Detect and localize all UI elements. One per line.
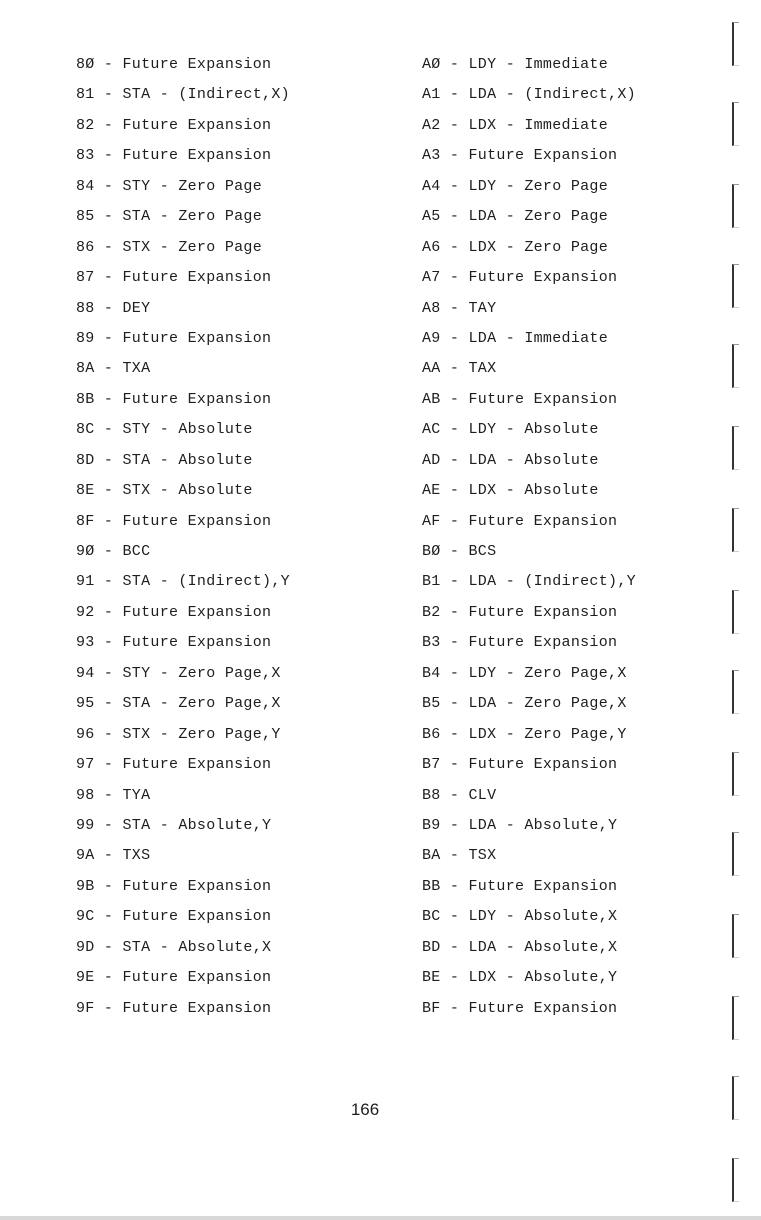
opcode-entry: 8E - STX - Absolute: [76, 482, 253, 500]
binding-mark: [732, 996, 739, 1040]
opcode-entry: 9Ø - BCC: [76, 543, 151, 560]
opcode-entry: BD - LDA - Absolute,X: [422, 938, 618, 956]
opcode-list-left: [76, 50, 290, 1024]
opcode-entry: A7 - Future Expansion: [422, 269, 618, 287]
opcode-entry: AØ - LDY - Immediate: [422, 56, 609, 73]
opcode-entry: A3 - Future Expansion: [422, 147, 618, 165]
opcode-entry: B6 - LDX - Zero Page,Y: [422, 725, 627, 743]
opcode-entry: 8F - Future Expansion: [76, 512, 272, 530]
opcode-entry: BC - LDY - Absolute,X: [422, 908, 618, 926]
opcode-entry: 8Ø - Future Expansion: [76, 56, 272, 73]
opcode-entry: 8A - TXA: [76, 360, 151, 378]
binding-mark: [732, 914, 739, 958]
opcode-entry: A4 - LDY - Zero Page: [422, 177, 609, 195]
binding-mark: [732, 832, 739, 876]
opcode-entry: 93 - Future Expansion: [76, 634, 272, 652]
opcode-entry: 88 - DEY: [76, 299, 151, 317]
opcode-entry: B9 - LDA - Absolute,Y: [422, 816, 618, 834]
opcode-entry: B4 - LDY - Zero Page,X: [422, 664, 627, 682]
opcode-entry: 8B - Future Expansion: [76, 390, 272, 408]
opcode-entry: AD - LDA - Absolute: [422, 451, 599, 469]
opcode-list-right: [422, 50, 636, 1024]
opcode-entry: 86 - STX - Zero Page: [76, 238, 263, 256]
opcode-entry: 9F - Future Expansion: [76, 999, 272, 1017]
page-bottom-edge: [0, 1216, 761, 1220]
opcode-entry: A5 - LDA - Zero Page: [422, 208, 609, 226]
opcode-entry: B7 - Future Expansion: [422, 756, 618, 774]
binding-mark: [732, 752, 739, 796]
opcode-entry: 8D - STA - Absolute: [76, 451, 253, 469]
opcode-entry: BF - Future Expansion: [422, 999, 618, 1017]
opcode-entry: 95 - STA - Zero Page,X: [76, 695, 281, 713]
opcode-entry: B2 - Future Expansion: [422, 603, 618, 621]
binding-mark: [732, 426, 739, 470]
opcode-entry: BØ - BCS: [422, 543, 497, 560]
binding-mark: [732, 344, 739, 388]
opcode-entry: 85 - STA - Zero Page: [76, 208, 263, 226]
binding-mark: [732, 22, 739, 66]
opcode-entry: A9 - LDA - Immediate: [422, 329, 609, 347]
opcode-entry: AB - Future Expansion: [422, 390, 618, 408]
opcode-entry: 89 - Future Expansion: [76, 329, 272, 347]
binding-edge-marks: [721, 0, 761, 1220]
opcode-entry: 97 - Future Expansion: [76, 756, 272, 774]
opcode-entry: B5 - LDA - Zero Page,X: [422, 695, 627, 713]
binding-mark: [732, 508, 739, 552]
opcode-entry: AF - Future Expansion: [422, 512, 618, 530]
opcode-entry: AA - TAX: [422, 360, 497, 378]
opcode-entry: 92 - Future Expansion: [76, 603, 272, 621]
opcode-entry: 9D - STA - Absolute,X: [76, 938, 272, 956]
opcode-entry: BB - Future Expansion: [422, 877, 618, 895]
opcode-entry: 81 - STA - (Indirect,X): [76, 86, 290, 104]
opcode-entry: 83 - Future Expansion: [76, 147, 272, 165]
binding-mark: [732, 102, 739, 146]
opcode-entry: 91 - STA - (Indirect),Y: [76, 573, 290, 591]
page-number: 166: [350, 1100, 380, 1119]
opcode-entry: A8 - TAY: [422, 299, 497, 317]
opcode-entry: 9B - Future Expansion: [76, 877, 272, 895]
opcode-entry: A6 - LDX - Zero Page: [422, 238, 609, 256]
opcode-entry: 84 - STY - Zero Page: [76, 177, 263, 195]
opcode-entry: AC - LDY - Absolute: [422, 421, 599, 439]
opcode-entry: B1 - LDA - (Indirect),Y: [422, 573, 636, 591]
opcode-entry: A2 - LDX - Immediate: [422, 116, 609, 134]
opcode-entry: 96 - STX - Zero Page,Y: [76, 725, 281, 743]
opcode-entry: 98 - TYA: [76, 786, 151, 804]
opcode-entry: 8C - STY - Absolute: [76, 421, 253, 439]
opcode-entry: AE - LDX - Absolute: [422, 482, 599, 500]
binding-mark: [732, 264, 739, 308]
opcode-entry: 94 - STY - Zero Page,X: [76, 664, 281, 682]
opcode-entry: B8 - CLV: [422, 786, 497, 804]
opcode-entry: BA - TSX: [422, 847, 497, 865]
opcode-entry: 82 - Future Expansion: [76, 116, 272, 134]
opcode-entry: 87 - Future Expansion: [76, 269, 272, 287]
opcode-entry: BE - LDX - Absolute,Y: [422, 969, 618, 987]
opcode-entry: 99 - STA - Absolute,Y: [76, 816, 272, 834]
opcode-entry: 9E - Future Expansion: [76, 969, 272, 987]
opcode-entry: 9A - TXS: [76, 847, 151, 865]
opcode-entry: 9C - Future Expansion: [76, 908, 272, 926]
binding-mark: [732, 184, 739, 228]
binding-mark: [732, 1158, 739, 1202]
binding-mark: [732, 590, 739, 634]
opcode-entry: A1 - LDA - (Indirect,X): [422, 86, 636, 104]
binding-mark: [732, 1076, 739, 1120]
opcode-entry: B3 - Future Expansion: [422, 634, 618, 652]
binding-mark: [732, 670, 739, 714]
